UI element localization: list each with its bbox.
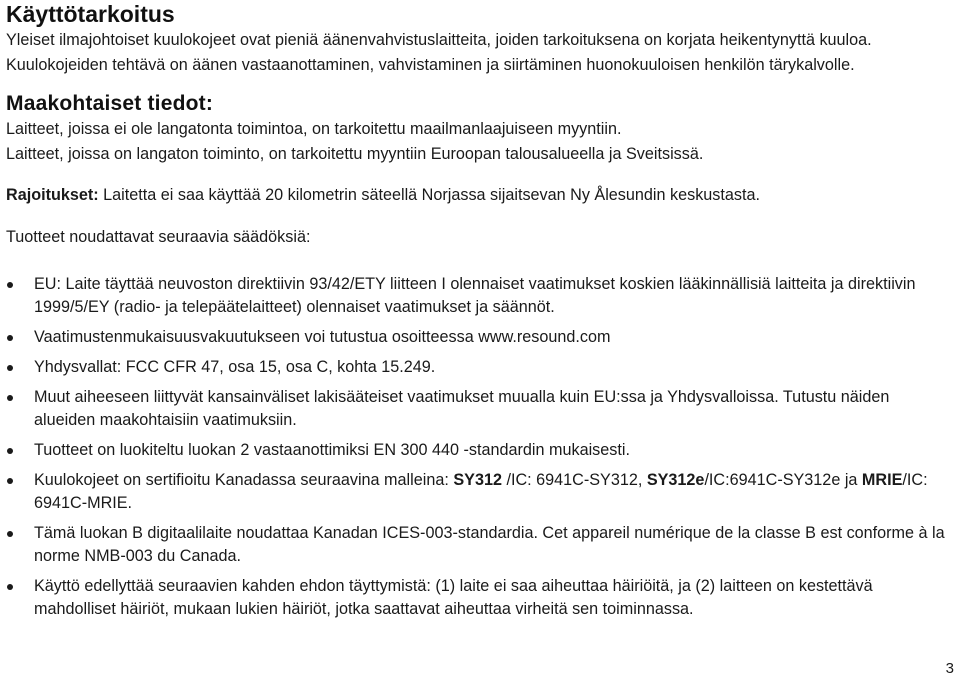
model-sy312: SY312 [453,471,502,489]
list-item: Yhdysvallat: FCC CFR 47, osa 15, osa C, kohta 15.249. [6,356,954,379]
country-line-2: Laitteet, joissa on langaton toiminto, on tarkoitettu myyntiin Euroopan talousalueella ja Sveitsissä. [6,144,704,163]
bullet-icon [7,395,13,401]
regulations-intro: Tuotteet noudattavat seuraavia säädöksiä: [6,227,311,246]
bullet-icon [7,584,13,590]
model-mrie: MRIE [861,471,903,489]
list-item-canada: Kuulokojeet on sertifioitu Kanadassa seuraavina malleina: SY312 /IC: 6941C-SY312, SY312e/IC:6941C-SY312e ja MRIE/IC: 6941C-MRIE. [6,469,954,515]
intro-paragraph: Yleiset ilmajohtoiset kuulokojeet ovat pieniä äänenvahvistuslaitteita, joiden tarkoituksena on korjata heikentynyttä kuuloa. Kuulokojeiden tehtävä on äänen vastaanottaminen, vahvistaminen ja siirtäminen huonokuuloisen henkilön tärykalvolle. [6,31,872,74]
list-item: EU: Laite täyttää neuvoston direktiivin 93/42/ETY liitteen I olennaiset vaatimukset koskien lääkinnällisiä laitteita ja direktiivin 1999/5/EY (radio- ja telepäätelaitteet) olennaiset vaatimukset ja säännöt. [6,273,954,319]
restrictions-label: Rajoitukset: [6,186,99,204]
model-sy312e: SY312e [646,471,705,489]
bullet-icon [7,448,13,454]
document-page [6,0,954,628]
country-heading: Maakohtaiset tiedot: [6,92,214,115]
bullet-icon [7,335,13,341]
bullet-icon [7,282,13,288]
bullet-icon [7,365,13,371]
page-number: 3 [945,660,954,677]
regulations-list [6,273,954,621]
page-title: Käyttötarkoitus [6,1,175,27]
list-item: Vaatimustenmukaisuusvakuutukseen voi tutustua osoitteessa www.resound.com [6,326,954,349]
list-item: Tämä luokan B digitaalilaite noudattaa Kanadan ICES-003-standardia. Cet appareil numérique de la classe B est conforme à la norme NMB-003 du Canada. [6,522,954,568]
bullet-icon [7,531,13,537]
restrictions-text: Laitetta ei saa käyttää 20 kilometrin säteellä Norjassa sijaitsevan Ny Ålesundin keskustasta. [98,186,760,204]
restrictions-paragraph [6,183,954,208]
bullet-icon [7,478,13,484]
list-item: Muut aiheeseen liittyvät kansainväliset lakisääteiset vaatimukset muualla kuin EU:ssa ja Yhdysvalloissa. Tutustu näiden alueiden maakohtaisiin vaatimuksiin. [6,386,954,432]
list-item: Käyttö edellyttää seuraavien kahden ehdon täyttymistä: (1) laite ei saa aiheuttaa häiriöitä, ja (2) laitteen on kestettävä mahdolliset häiriöt, mukaan lukien häiriöt, jotka saattavat aiheuttaa virheitä sen toiminnassa. [6,575,954,621]
list-item: Tuotteet on luokiteltu luokan 2 vastaanottimiksi EN 300 440 -standardin mukaisesti. [6,439,954,462]
country-line-1: Laitteet, joissa ei ole langatonta toimintoa, on tarkoitettu maailmanlaajuiseen myyntiin. [6,120,622,138]
